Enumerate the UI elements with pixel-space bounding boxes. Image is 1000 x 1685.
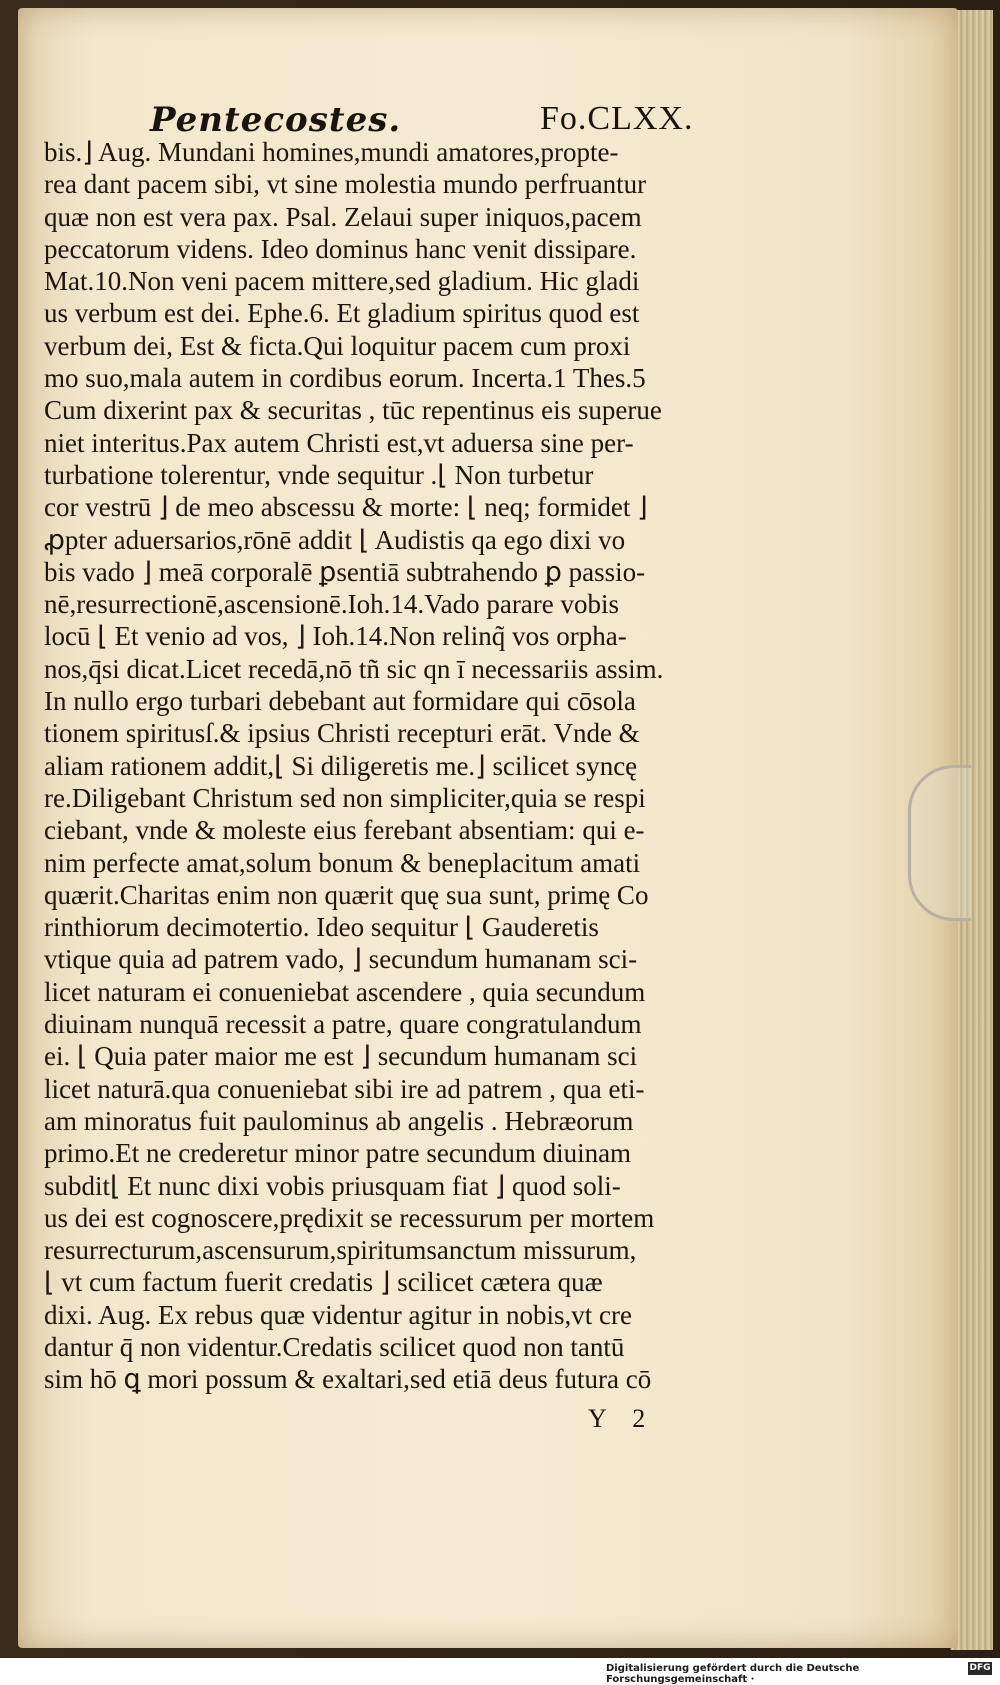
text-line: verbum dei, Est & ficta.Qui loquitur pacem cum proxi: [44, 330, 631, 361]
text-line: ciebant, vnde & moleste eius ferebant absentiam: qui e-: [44, 815, 645, 846]
text-line: mo suo,mala autem in cordibus eorum. Incerta.1 Thes.5: [44, 363, 646, 394]
body-text: [44, 136, 764, 1396]
text-line: aliam rationem addit,⌊ Si diligeretis me.⌋ scilicet syncę: [44, 750, 638, 781]
text-line: sim hō ꝗ mori possum & exaltari,sed etiā deus futura cō: [44, 1364, 652, 1395]
text-line: rinthiorum decimotertio. Ideo sequitur ⌊ Gauderetis: [44, 912, 599, 943]
folio-number: Fo.CLXX.: [540, 100, 694, 137]
text-line: ⌊ vt cum factum fuerit credatis ⌋ scilicet cætera quæ: [44, 1267, 603, 1298]
text-line: subdit⌊ Et nunc dixi vobis priusquam fiat ⌋ quod soli-: [44, 1170, 621, 1201]
text-line: vtique quia ad patrem vado, ⌋ secundum humanam sci-: [44, 944, 638, 975]
text-line: quæ non est vera pax. Psal. Zelaui super iniquos,pacem: [44, 201, 642, 232]
text-line: licet naturam ei conueniebat ascendere , quia secundum: [44, 976, 646, 1007]
text-line: cor vestrū ⌋ de meo abscessu & morte: ⌊ neq; formidet ⌋: [44, 492, 648, 523]
text-line: ꝓpter aduersarios,rōnē addit ⌊ Audistis qa ego dixi vo: [44, 524, 626, 555]
text-line: quærit.Charitas enim non quærit quę sua sunt, primę Co: [44, 879, 649, 910]
dfg-logo: DFG: [969, 1663, 991, 1673]
text-line: Mat.10.Non veni pacem mittere,sed gladium. Hic gladi: [44, 266, 640, 297]
text-line: bis.⌋ Aug. Mundani homines,mundi amatores,propte-: [44, 137, 619, 167]
text-line: us verbum est dei. Ephe.6. Et gladium spiritus quod est: [44, 298, 640, 329]
text-line: am minoratus fuit paulominus ab angelis . Hebræorum: [44, 1105, 634, 1136]
text-line: dixi. Aug. Ex rebus quæ videntur agitur in nobis,vt cre: [44, 1299, 632, 1330]
text-line: locū ⌊ Et venio ad vos, ⌋ Ioh.14.Non relinq̃ vos orpha-: [44, 621, 627, 652]
signature-mark: Y 2: [588, 1404, 656, 1433]
text-line: bis vado ⌋ meā corporalē ꝑsentiā subtrahendo ꝑ passio-: [44, 556, 646, 587]
text-line: nos,q̄si dicat.Licet recedā,nō tñ sic qn ī necessariis assim.: [44, 653, 664, 684]
text-line: dantur q̄ non videntur.Credatis scilicet quod non tantū: [44, 1331, 625, 1362]
text-line: rea dant pacem sibi, vt sine molestia mundo perfruantur: [44, 169, 647, 200]
text-line: ei. ⌊ Quia pater maior me est ⌋ secundum humanam sci: [44, 1041, 638, 1072]
text-line: In nullo ergo turbari debebant aut formidare qui cōsola: [44, 686, 636, 717]
footer-credit: Digitalisierung gefördert durch die Deutsche Forschungsgemeinschaft ·: [606, 1663, 860, 1685]
text-line: licet naturā.qua conueniebat sibi ire ad patrem , qua eti-: [44, 1073, 645, 1104]
page-clip: [908, 765, 971, 921]
text-line: us dei est cognoscere,prędixit se recessurum per mortem: [44, 1202, 655, 1233]
text-line: nē,resurrectionē,ascensionē.Ioh.14.Vado parare vobis: [44, 589, 620, 620]
text-line: resurrecturum,ascensurum,spiritumsanctum missurum,: [44, 1235, 637, 1266]
text-line: diuinam nunquā recessit a patre, quare congratulandum: [44, 1009, 642, 1040]
text-line: tionem spiritusſ.& ipsius Christi recepturi erāt. Vnde &: [44, 718, 640, 749]
text-line: Cum dixerint pax & securitas , tūc repentinus eis superue: [44, 395, 662, 426]
text-line: turbatione tolerentur, vnde sequitur .⌊ Non turbetur: [44, 459, 594, 490]
text-line: re.Diligebant Christum sed non simpliciter,quia se respi: [44, 782, 646, 813]
text-line: primo.Et ne crederetur minor patre secundum diuinam: [44, 1138, 632, 1169]
text-line: niet interitus.Pax autem Christi est,vt aduersa sine per-: [44, 427, 634, 458]
text-line: peccatorum videns. Ideo dominus hanc venit dissipare.: [44, 233, 637, 264]
running-header-title: Pentecostes.: [150, 100, 402, 140]
text-line: nim perfecte amat,solum bonum & beneplacitum amati: [44, 847, 641, 878]
